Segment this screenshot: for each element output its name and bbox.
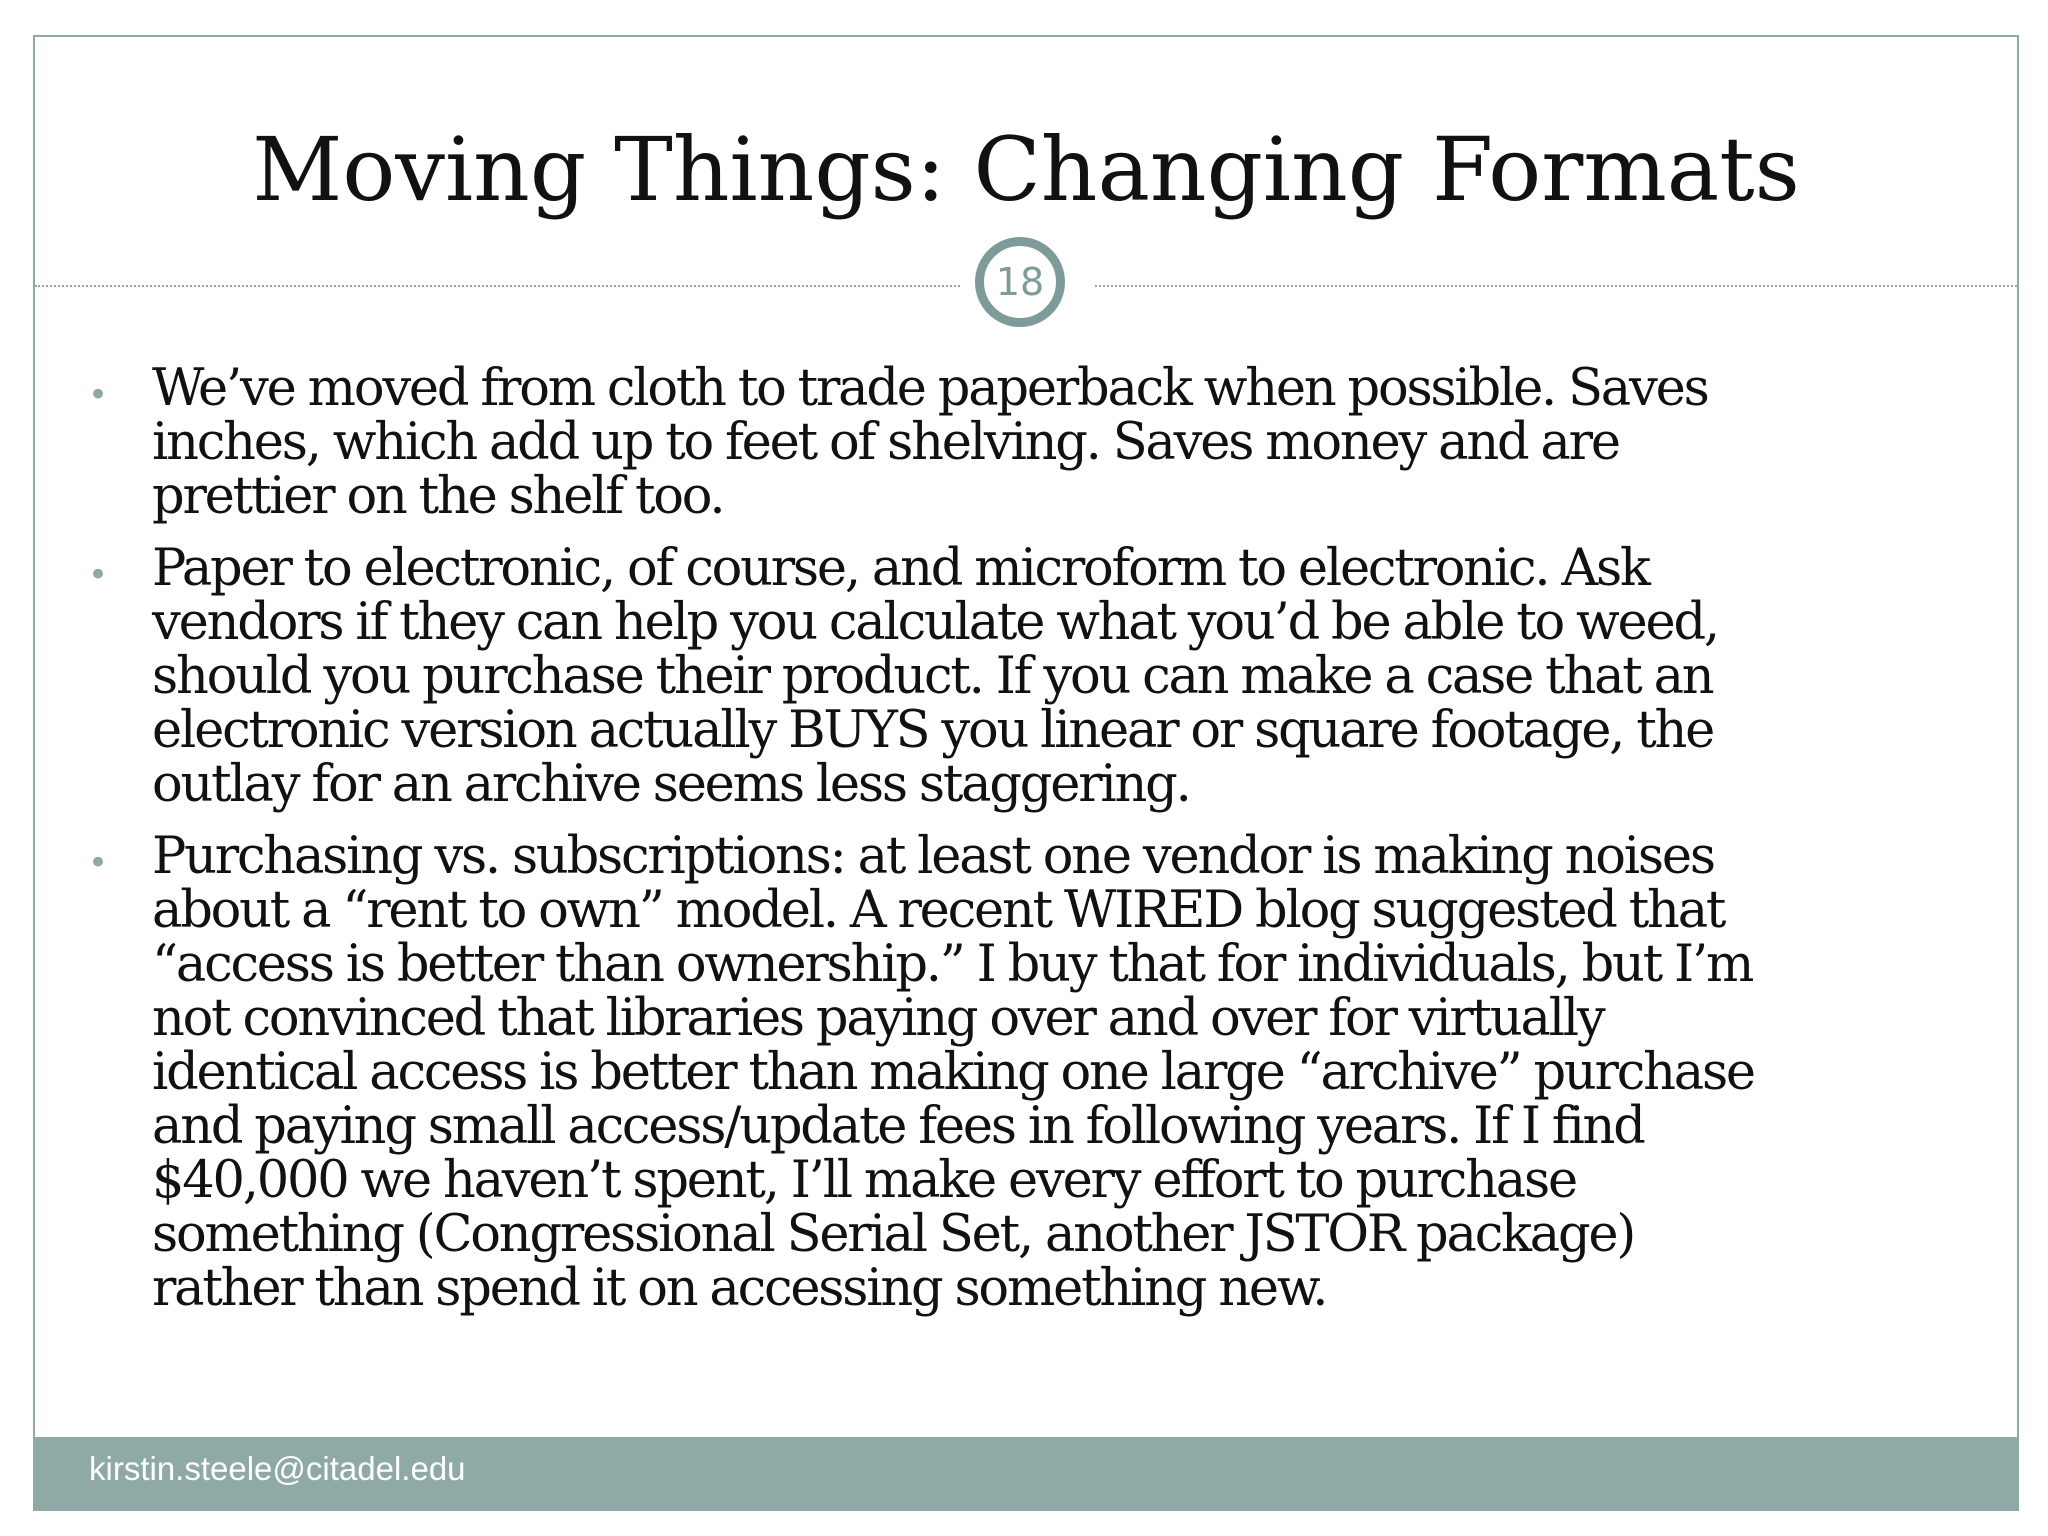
- bullet-text-line: electronic version actually BUYS you linear or square footage, the: [152, 701, 1714, 760]
- bullet-text-line: about a “rent to own” model. A recent WIRED blog suggested that: [152, 881, 1725, 940]
- bullet-text-line: inches, which add up to feet of shelving. Saves money and are: [152, 413, 1619, 472]
- slide-title: Moving Things: Changing Formats: [252, 118, 1800, 221]
- bullet-item: [35, 359, 2017, 526]
- title-divider-right: [1095, 285, 2017, 287]
- bullet-dot-icon: •: [88, 375, 109, 415]
- footer-bar: [35, 1437, 2017, 1509]
- bullet-text-line: $40,000 we haven’t spent, I’ll make every effort to purchase: [152, 1151, 1576, 1210]
- bullet-text-line: something (Congressional Serial Set, another JSTOR package): [152, 1205, 1635, 1264]
- bullet-text-line: prettier on the shelf too.: [152, 467, 724, 526]
- bullet-text-line: identical access is better than making one large “archive” purchase: [152, 1043, 1754, 1102]
- slide: [33, 35, 2019, 1511]
- bullet-text-line: should you purchase their product. If you can make a case that an: [152, 647, 1713, 706]
- bullet-text-line: Paper to electronic, of course, and microform to electronic. Ask: [152, 539, 1649, 598]
- bullet-text-line: not convinced that libraries paying over and over for virtually: [152, 989, 1604, 1048]
- bullet-list: [35, 359, 2017, 1334]
- bullet-item: [35, 539, 2017, 814]
- bullet-text-line: Purchasing vs. subscriptions: at least one vendor is making noises: [152, 827, 1714, 886]
- bullet-dot-icon: •: [88, 843, 109, 883]
- slide-number-badge: 18: [975, 237, 1065, 327]
- bullet-text-line: and paying small access/update fees in following years. If I find: [152, 1097, 1644, 1156]
- bullet-item: [35, 827, 2017, 1318]
- bullet-text-line: vendors if they can help you calculate what you’d be able to weed,: [152, 593, 1718, 652]
- footer-email: kirstin.steele@citadel.edu: [89, 1450, 466, 1487]
- bullet-text-line: “access is better than ownership.” I buy that for individuals, but I’m: [152, 935, 1753, 994]
- bullet-text-line: We’ve moved from cloth to trade paperback when possible. Saves: [152, 359, 1708, 418]
- bullet-text-line: rather than spend it on accessing something new.: [152, 1259, 1327, 1318]
- bullet-dot-icon: •: [88, 555, 109, 595]
- title-divider-left: [35, 285, 960, 287]
- bullet-text-line: outlay for an archive seems less staggering.: [152, 755, 1190, 814]
